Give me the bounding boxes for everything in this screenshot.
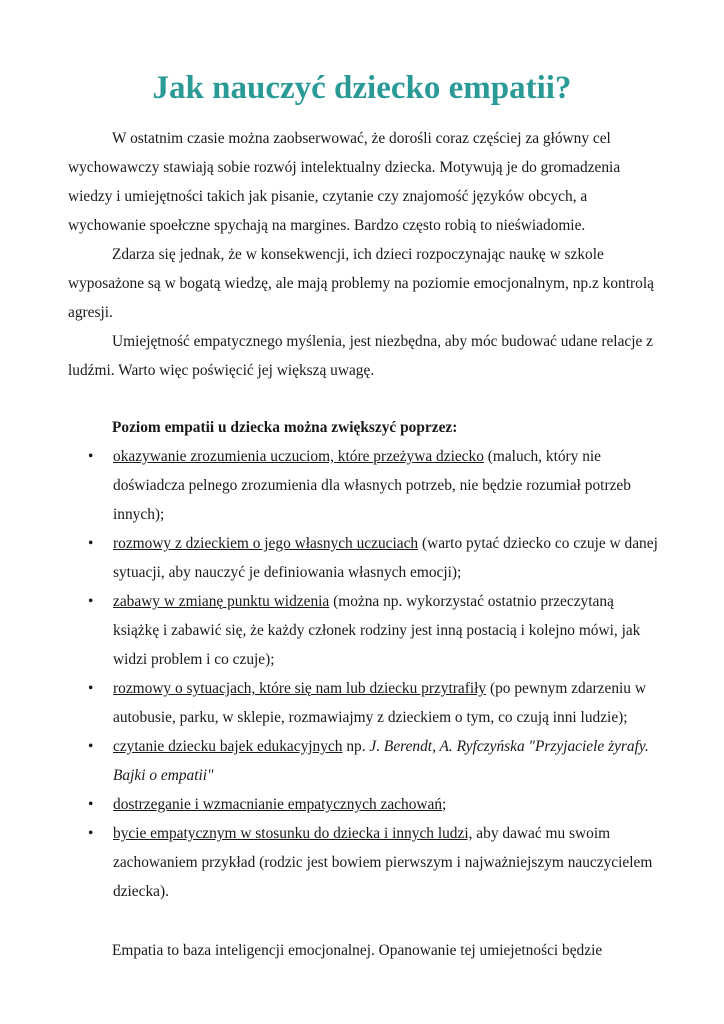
paragraph: [68, 124, 658, 240]
bullet-icon: •: [88, 535, 94, 552]
list-item-key-phrase: zabawy w zmianę punktu widzenia: [113, 593, 330, 610]
list-item-text: aby dawać mu swoim zachowaniem przykład (rodzic jest bowiem pierwszym i najważniejszym nauczycielem dziecka).: [113, 825, 653, 900]
paragraph-text: W ostatnim czasie można zaobserwować, że dorośli coraz częściej za główny cel wychowawczy stawiają sobie rozwój intelektualny dziecka. Motywują je do gromadzenia wiedzy i umiejętności takich jak pisanie, czytanie czy znajomość języków obcych, a wychowanie spoełczne spychają na margines. Bardzo często robią to nieświadomie.: [68, 130, 621, 234]
bullet-icon: •: [88, 448, 94, 465]
paragraph: [68, 240, 658, 327]
list-item-key-phrase: czytanie dziecku bajek edukacyjnych: [113, 738, 343, 755]
list-item-key-phrase: rozmowy z dzieckiem o jego własnych uczuciach: [113, 535, 419, 552]
list-item-key-phrase: dostrzeganie i wzmacnianie empatycznych zachowań: [113, 796, 443, 813]
bullet-icon: •: [88, 796, 94, 813]
list-item: [68, 529, 658, 587]
list-item-text: (po pewnym zdarzeniu w autobusie, parku, w sklepie, rozmawiajmy z dzieckiem o tym, co czują inni ludzie);: [113, 680, 646, 726]
list-item-key-phrase: okazywanie zrozumienia uczuciom, które przeżywa dziecko: [113, 448, 484, 465]
paragraph-text: Umiejętność empatycznego myślenia, jest niezbędna, aby móc budować udane relacje z ludźmi. Warto więc poświęcić jej większą uwagę.: [68, 333, 654, 379]
suggestion-list: [68, 442, 658, 906]
list-heading-text: Poziom empatii u dziecka można zwiększyć poprzez:: [112, 419, 458, 436]
book-citation: J. Berendt, A. Ryfczyńska "Przyjaciele żyrafy. Bajki o empatii": [113, 738, 649, 784]
list-item: [68, 790, 658, 819]
list-heading: [68, 413, 658, 442]
bullet-icon: •: [88, 738, 94, 755]
list-item-text: np.: [342, 738, 370, 755]
list-item: [68, 732, 658, 790]
list-item-key-phrase: bycie empatycznym w stosunku do dziecka i innych ludzi,: [113, 825, 473, 842]
closing-paragraph: [68, 936, 658, 965]
page-title: Jak nauczyć dziecko empatii?: [152, 70, 572, 106]
bullet-icon: •: [88, 680, 94, 697]
bullet-icon: •: [88, 593, 94, 610]
list-item-text: ;: [442, 796, 447, 813]
list-item-text: (można np. wykorzystać ostatnio przeczytaną książkę i zabawić się, że każdy członek rodziny jest inną postacią i kolejno mówi, jak widzi problem i co czuje);: [113, 593, 641, 668]
list-item-text: (maluch, który nie doświadcza pelnego zrozumienia dla własnych potrzeb, nie będzie rozumiał potrzeb innych);: [113, 448, 631, 523]
paragraph: [68, 327, 658, 385]
list-item-text: (warto pytać dziecko co czuje w danej sytuacji, aby nauczyć je definiowania własnych emocji);: [113, 535, 658, 581]
list-item: [68, 442, 658, 529]
bullet-icon: •: [88, 825, 94, 842]
list-item: [68, 674, 658, 732]
list-item-key-phrase: rozmowy o sytuacjach, które się nam lub dziecku przytrafiły: [113, 680, 487, 697]
list-item: [68, 819, 658, 906]
document-body: [68, 124, 658, 965]
closing-text: Empatia to baza inteligencji emocjonalnej. Opanowanie tej umiejetności będzie: [112, 942, 603, 959]
paragraph-text: Zdarza się jednak, że w konsekwencji, ich dzieci rozpoczynając naukę w szkole wyposażone są w bogatą wiedzę, ale mają problemy na poziomie emocjonalnym, np.z kontrolą agresji.: [68, 246, 654, 321]
list-item: [68, 587, 658, 674]
